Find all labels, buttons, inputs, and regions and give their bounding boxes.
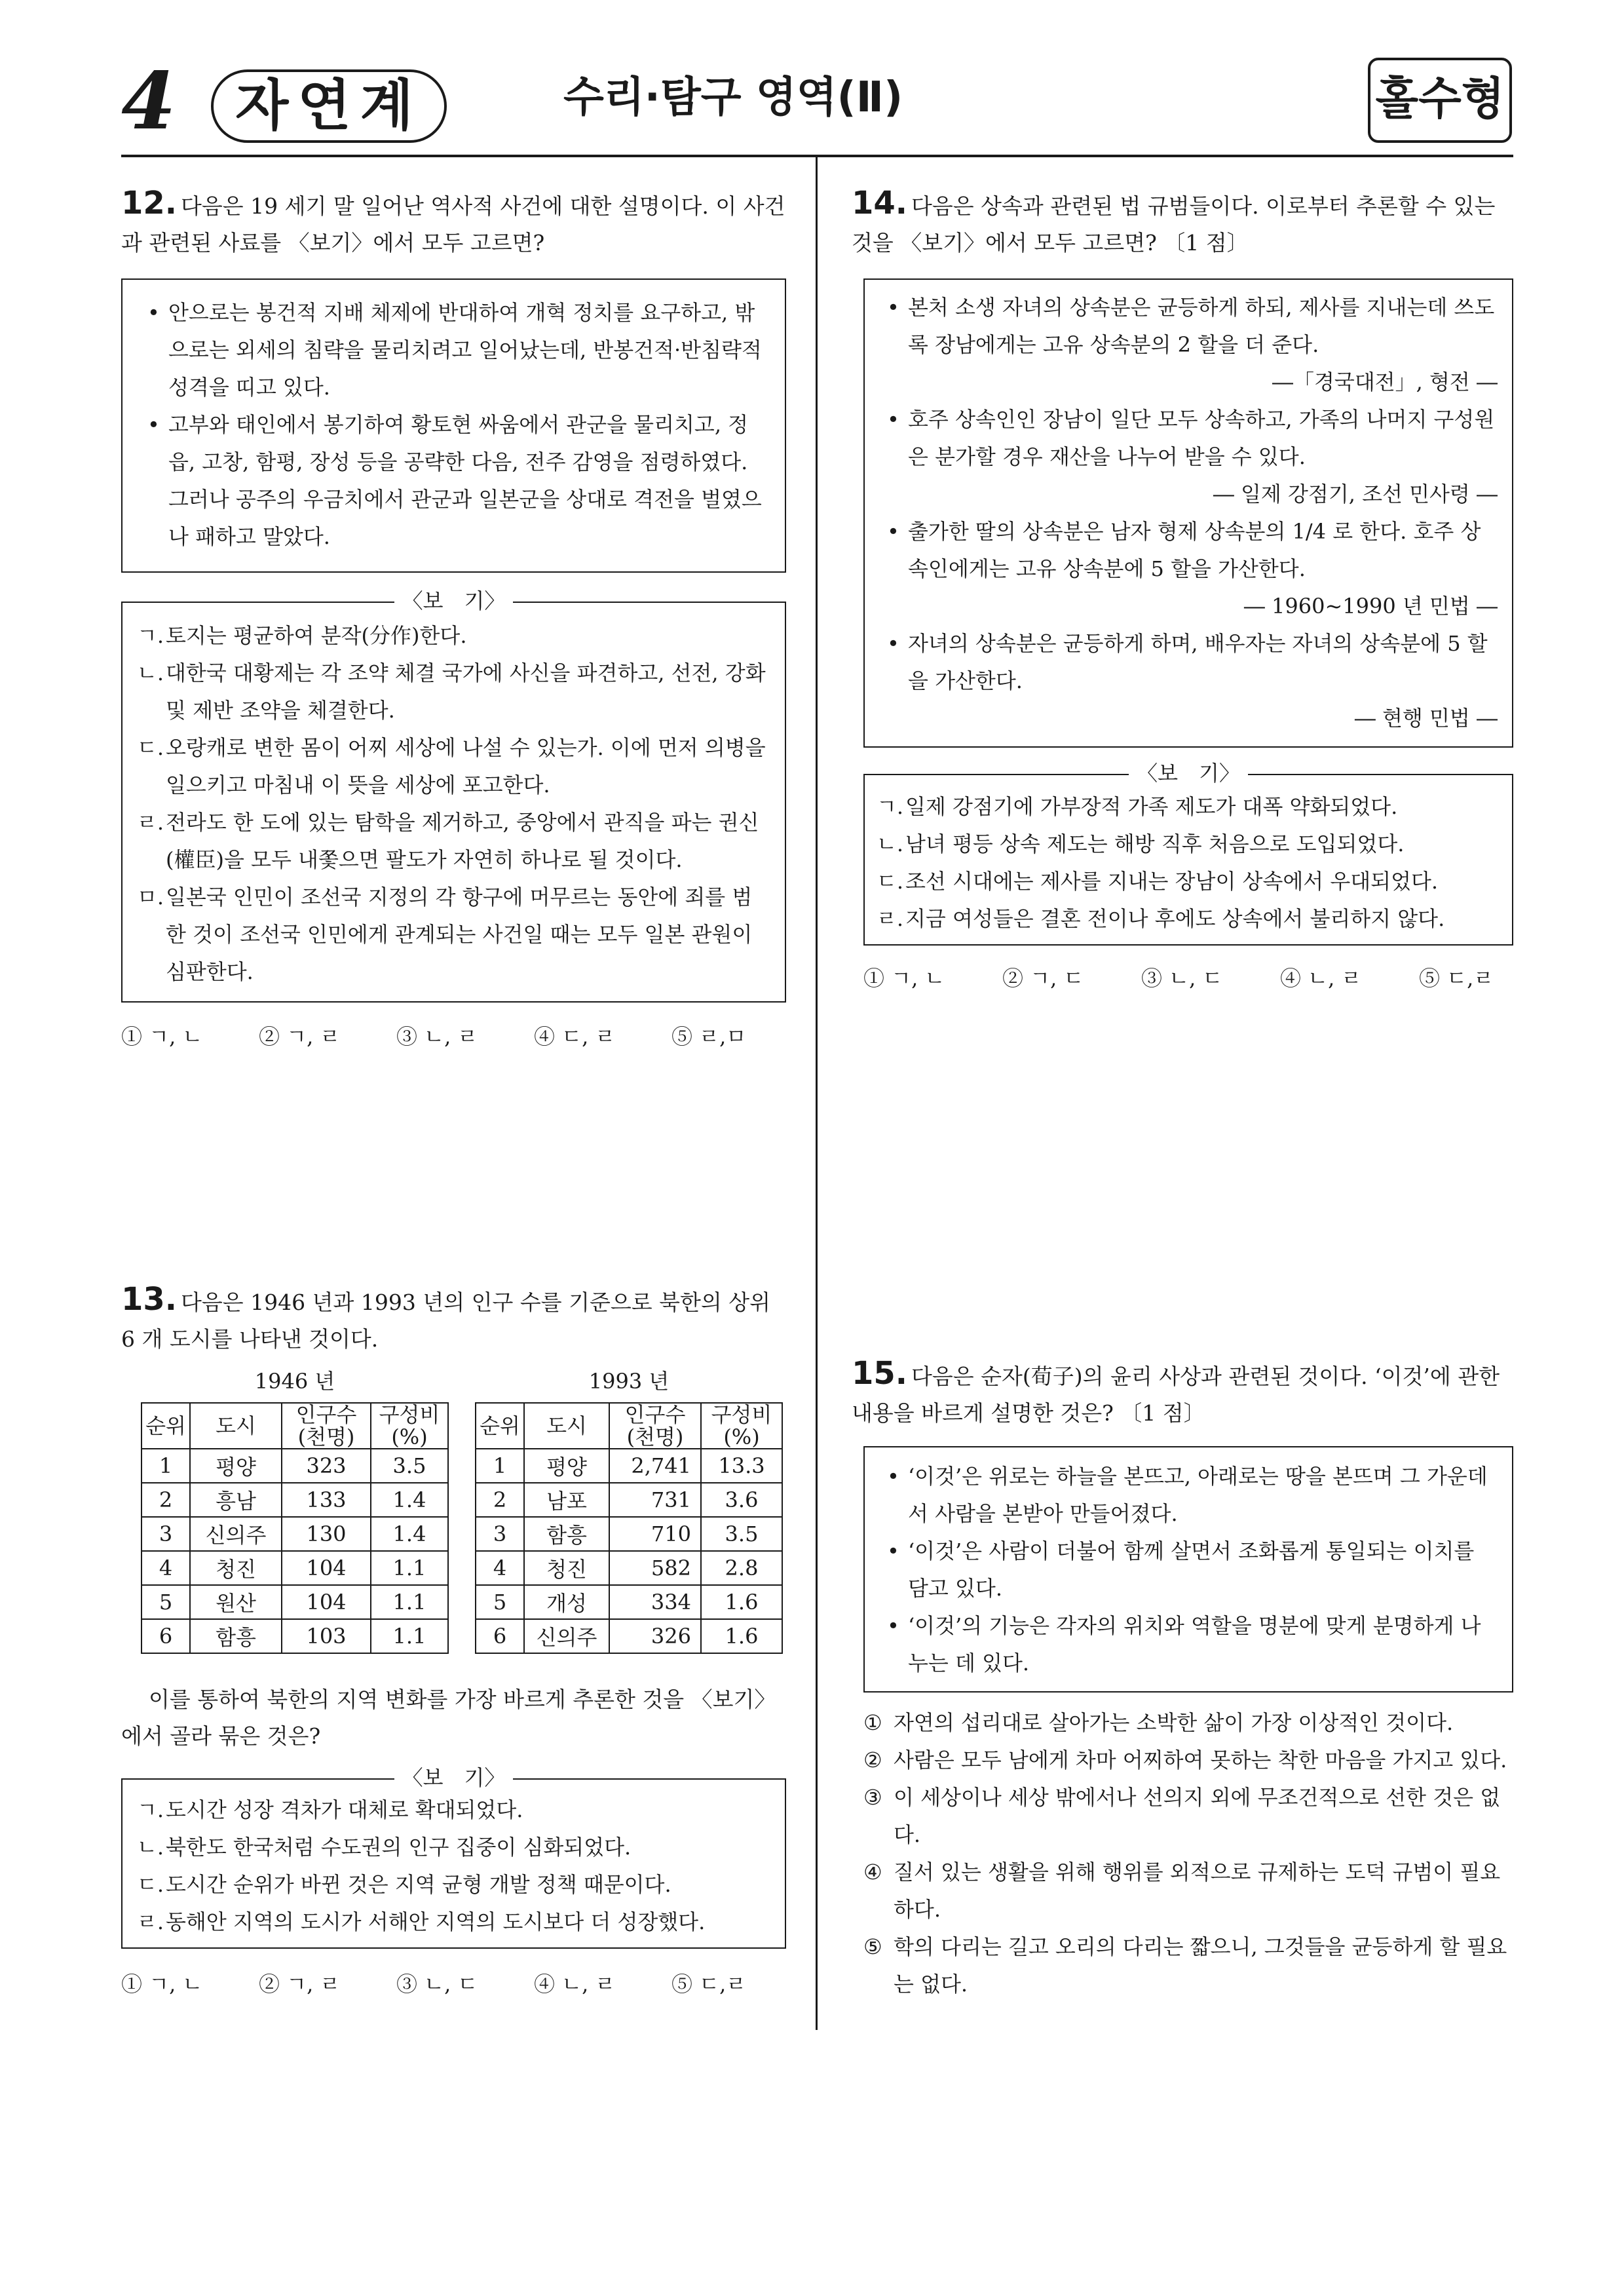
source-bullet: • ‘이것’의 기능은 각자의 위치와 역할을 명분에 맞게 분명하게 나누는 데 있다.: [887, 1613, 1481, 1675]
table-cell: 6: [476, 1619, 524, 1653]
source-bullet: • 자녀의 상속분은 균등하게 하며, 배우자는 자녀의 상속분에 5 할을 가산한다.: [887, 631, 1488, 693]
source-bullet: • ‘이것’은 위로는 하늘을 본뜨고, 아래로는 땅을 본뜨며 그 가운데서 사람을 본받아 만들어졌다.: [887, 1464, 1488, 1526]
table-cell: 청진: [524, 1551, 609, 1585]
bogi-item: ㄷ. 도시간 순위가 바뀐 것은 지역 균형 개발 정책 때문이다.: [137, 1872, 671, 1897]
option-5[interactable]: ⑤ 학의 다리는 길고 오리의 다리는 짧으니, 그것들을 균등하게 할 필요는 없다.: [863, 1934, 1507, 1997]
table-cell: 326: [609, 1619, 701, 1653]
table-cell: 710: [609, 1517, 701, 1551]
bogi-item: ㄴ. 대한국 대황제는 각 조약 체결 국가에 사신을 파견하고, 선전, 강화 및 제반 조약을 체결한다.: [137, 660, 766, 723]
table-cell: 3.6: [701, 1483, 782, 1517]
track-label: 자연계: [211, 69, 447, 143]
bogi-item: ㄱ. 일제 강점기에 가부장적 가족 제도가 대폭 약화되었다.: [877, 794, 1398, 819]
col-header: 도시: [190, 1403, 282, 1449]
table-row: [476, 1585, 782, 1619]
bogi-item: ㄹ. 지금 여성들은 결혼 전이나 후에도 상속에서 불리하지 않다.: [877, 906, 1445, 931]
answer-choices: [121, 1021, 786, 1052]
option-4[interactable]: ④ 질서 있는 생활을 위해 행위를 외적으로 규제하는 도덕 규범이 필요하다.: [863, 1860, 1501, 1922]
question-14: [852, 185, 1513, 994]
source-bullet: • 출가한 딸의 상속분은 남자 형제 상속분의 1/4 로 한다. 호주 상속인에게는 고유 상속분에 5 할을 가산한다.: [887, 519, 1481, 581]
choice-4[interactable]: ④ ㄴ, ㄹ: [534, 1972, 616, 1997]
question-12: [121, 185, 786, 1052]
question-number: 15.: [852, 1355, 908, 1392]
table-cell: 함흥: [190, 1619, 282, 1653]
option-3[interactable]: ③ 이 세상이나 세상 밖에서나 선의지 외에 무조건적으로 선한 것은 없다.: [863, 1785, 1501, 1847]
table-row: [142, 1585, 448, 1619]
choice-5[interactable]: ⑤ ㄷ,ㄹ: [1419, 966, 1494, 991]
table-cell: 2.8: [701, 1551, 782, 1585]
bogi-item: ㅁ. 일본국 인민이 조선국 지정의 각 항구에 머무르는 동안에 죄를 범한 것이 조선국 인민에게 관계되는 사건일 때는 모두 일본 관원이 심판한다.: [137, 885, 753, 984]
population-tables: [121, 1367, 786, 1681]
table-cell: 4: [476, 1551, 524, 1585]
table-cell: 개성: [524, 1585, 609, 1619]
table-cell: 13.3: [701, 1449, 782, 1483]
stem-text: 다음은 순자(荀子)의 윤리 사상과 관련된 것이다. ‘이것’에 관한 내용을 바르게 설명한 것은? 〔1 점〕: [852, 1364, 1500, 1426]
table-row: [476, 1449, 782, 1483]
question-15: [852, 1355, 1513, 2003]
col-header: 구성비 (%): [371, 1403, 448, 1449]
choice-5[interactable]: ⑤ ㄷ,ㄹ: [671, 1972, 747, 1997]
table-cell: 104: [282, 1585, 371, 1619]
choice-4[interactable]: ④ ㄴ, ㄹ: [1280, 966, 1362, 991]
bogi-title: 〈보 기〉: [865, 757, 1512, 789]
table-cell: 5: [476, 1585, 524, 1619]
bogi-item: ㄹ. 동해안 지역의 도시가 서해안 지역의 도시보다 더 성장했다.: [137, 1909, 706, 1934]
stem-text: 다음은 1946 년과 1993 년의 인구 수를 기준으로 북한의 상위 6 개 도시를 나타낸 것이다.: [121, 1290, 770, 1352]
table-cell: 1.6: [701, 1585, 782, 1619]
table-cell: 1.6: [701, 1619, 782, 1653]
source-box: [863, 1446, 1513, 1693]
table-caption: 1993 년: [588, 1369, 670, 1394]
col-header: 순위: [476, 1403, 524, 1449]
source-box: [863, 278, 1513, 748]
question-14-stem: [852, 185, 1513, 261]
table-cell: 평양: [524, 1449, 609, 1483]
table-cell: 130: [282, 1517, 371, 1551]
option-1[interactable]: ① 자연의 섭리대로 살아가는 소박한 삶이 가장 이상적인 것이다.: [863, 1710, 1454, 1735]
form-type-badge: 홀수형: [1368, 58, 1512, 143]
bogi-item: ㄷ. 오랑캐로 변한 몸이 어찌 세상에 나설 수 있는가. 이에 먼저 의병을 일으키고 마침내 이 뜻을 세상에 포고한다.: [137, 735, 766, 797]
source-citation: ― 현행 민법 ―: [1354, 706, 1498, 731]
col-header: 도시: [524, 1403, 609, 1449]
table-cell: 3.5: [701, 1517, 782, 1551]
col-header: 인구수 (천명): [609, 1403, 701, 1449]
table-cell: 평양: [190, 1449, 282, 1483]
answer-choices: [863, 963, 1513, 994]
bogi-box: [121, 1765, 786, 1949]
table-cell: 6: [142, 1619, 190, 1653]
table-cell: 원산: [190, 1585, 282, 1619]
table-row: [476, 1483, 782, 1517]
question-number: 13.: [121, 1281, 178, 1318]
table-cell: 104: [282, 1551, 371, 1585]
table-cell: 흥남: [190, 1483, 282, 1517]
stem-text: 다음은 상속과 관련된 법 규범들이다. 이로부터 추론할 수 있는 것을 〈보기〉에서 모두 고르면? 〔1 점〕: [852, 193, 1496, 256]
stem-text: 다음은 19 세기 말 일어난 역사적 사건에 대한 설명이다. 이 사건과 관련된 사료를 〈보기〉에서 모두 고르면?: [121, 193, 785, 256]
table-cell: 2: [476, 1483, 524, 1517]
bogi-item: ㄴ. 남녀 평등 상속 제도는 해방 직후 처음으로 도입되었다.: [877, 832, 1405, 856]
choice-1[interactable]: ① ㄱ, ㄴ: [121, 1972, 203, 1997]
table-row: [476, 1551, 782, 1585]
page-number: 4: [121, 55, 176, 147]
bogi-item: ㄹ. 전라도 한 도에 있는 탐학을 제거하고, 중앙에서 관직을 파는 권신(權臣)을 모두 내쫓으면 팔도가 자연히 하나로 될 것이다.: [137, 810, 759, 872]
table-cell: 1: [142, 1449, 190, 1483]
table-cell: 신의주: [190, 1517, 282, 1551]
table-cell: 323: [282, 1449, 371, 1483]
table-cell: 103: [282, 1619, 371, 1653]
table-row: [476, 1517, 782, 1551]
option-2[interactable]: ② 사람은 모두 남에게 차마 어찌하여 못하는 착한 마음을 가지고 있다.: [863, 1748, 1507, 1772]
bogi-title: 〈보 기〉: [123, 1762, 785, 1793]
choice-3[interactable]: ③ ㄴ, ㄷ: [396, 1972, 478, 1997]
table-cell: 1.1: [371, 1619, 448, 1653]
source-bullet: • 고부와 태인에서 봉기하여 황토현 싸움에서 관군을 물리치고, 정읍, 고창, 함평, 장성 등을 공략한 다음, 전주 감영을 점령하였다. 그러나 공주의 우금치에서 관군과 일본군을 상대로 격전을 벌였으나 패하고 말았다.: [147, 412, 762, 549]
table-cell: 582: [609, 1551, 701, 1585]
table-cell: 3: [142, 1517, 190, 1551]
table-row: [142, 1483, 448, 1517]
table-row: [142, 1449, 448, 1483]
question-12-stem: [121, 185, 786, 261]
bogi-item: ㄷ. 조선 시대에는 제사를 지내는 장남이 상속에서 우대되었다.: [877, 869, 1439, 894]
source-citation: ―「경국대전」, 형전 ―: [1272, 370, 1498, 394]
source-box: [121, 278, 786, 573]
source-citation: ― 1960~1990 년 민법 ―: [1243, 594, 1498, 619]
bogi-title: 〈보 기〉: [123, 585, 785, 617]
question-13-substem: 이를 통하여 북한의 지역 변화를 가장 바르게 추론한 것을 〈보기〉에서 골라 묶은 것은?: [121, 1687, 776, 1749]
bogi-item: ㄴ. 북한도 한국처럼 수도권의 인구 집중이 심화되었다.: [137, 1835, 632, 1860]
table-cell: 3.5: [371, 1449, 448, 1483]
source-bullet: • ‘이것’은 사람이 더불어 함께 살면서 조화롭게 통일되는 이치를 담고 있다.: [887, 1539, 1475, 1601]
choice-3[interactable]: ③ ㄴ, ㄹ: [396, 1024, 478, 1049]
table-cell: 1.4: [371, 1483, 448, 1517]
choice-4[interactable]: ④ ㄷ, ㄹ: [534, 1024, 616, 1049]
table-row: [142, 1517, 448, 1551]
table-cell: 1.4: [371, 1517, 448, 1551]
table-cell: 남포: [524, 1483, 609, 1517]
source-bullet: • 호주 상속인인 장남이 일단 모두 상속하고, 가족의 나머지 구성원은 분가할 경우 재산을 나누어 받을 수 있다.: [887, 407, 1495, 469]
question-number: 14.: [852, 185, 908, 221]
table-cell: 함흥: [524, 1517, 609, 1551]
table-1946: [141, 1367, 449, 1654]
table-cell: 731: [609, 1483, 701, 1517]
table-cell: 청진: [190, 1551, 282, 1585]
table-cell: 1.1: [371, 1585, 448, 1619]
bogi-item: ㄱ. 토지는 평균하여 분작(分作)한다.: [137, 623, 467, 648]
column-divider: [816, 156, 818, 2030]
table-cell: 3: [476, 1517, 524, 1551]
source-bullet: • 안으로는 봉건적 지배 체제에 반대하여 개혁 정치를 요구하고, 밖으로는 외세의 침략을 물리치려고 일어났는데, 반봉건적·반침략적 성격을 띠고 있다.: [147, 300, 762, 400]
choice-2[interactable]: ② ㄱ, ㄹ: [259, 1972, 341, 1997]
question-number: 12.: [121, 185, 178, 221]
col-header: 구성비 (%): [701, 1403, 782, 1449]
question-13-stem: [121, 1281, 786, 1358]
choice-2[interactable]: ② ㄱ, ㄷ: [1002, 966, 1084, 991]
table-cell: 2: [142, 1483, 190, 1517]
source-citation: ― 일제 강점기, 조선 민사령 ―: [1213, 482, 1498, 507]
table-row: [142, 1551, 448, 1585]
bogi-box: [863, 761, 1513, 946]
question-13: [121, 1281, 786, 2000]
col-header: 순위: [142, 1403, 190, 1449]
answer-options: [863, 1704, 1513, 2003]
choice-2[interactable]: ② ㄱ, ㄹ: [259, 1024, 341, 1049]
choice-3[interactable]: ③ ㄴ, ㄷ: [1141, 966, 1223, 991]
bogi-box: [121, 588, 786, 1003]
source-bullet: • 본처 소생 자녀의 상속분은 균등하게 하되, 제사를 지내는데 쓰도록 장남에게는 고유 상속분의 2 할을 더 준다.: [887, 295, 1495, 357]
question-15-stem: [852, 1355, 1513, 1432]
exam-title: 수리·탐구 영역(Ⅱ): [563, 73, 903, 122]
choice-1[interactable]: ① ㄱ, ㄴ: [863, 966, 945, 991]
table-cell: 1: [476, 1449, 524, 1483]
table-row: [476, 1619, 782, 1653]
bogi-item: ㄱ. 도시간 성장 격차가 대체로 확대되었다.: [137, 1797, 523, 1822]
answer-choices: [121, 1968, 786, 2000]
table-caption: 1946 년: [254, 1369, 335, 1394]
table-cell: 5: [142, 1585, 190, 1619]
choice-5[interactable]: ⑤ ㄹ,ㅁ: [671, 1024, 747, 1049]
table-cell: 2,741: [609, 1449, 701, 1483]
table-cell: 334: [609, 1585, 701, 1619]
table-cell: 4: [142, 1551, 190, 1585]
table-row: [142, 1619, 448, 1653]
table-cell: 1.1: [371, 1551, 448, 1585]
choice-1[interactable]: ① ㄱ, ㄴ: [121, 1024, 203, 1049]
col-header: 인구수 (천명): [282, 1403, 371, 1449]
table-cell: 133: [282, 1483, 371, 1517]
table-1993: [475, 1367, 783, 1654]
table-cell: 신의주: [524, 1619, 609, 1653]
